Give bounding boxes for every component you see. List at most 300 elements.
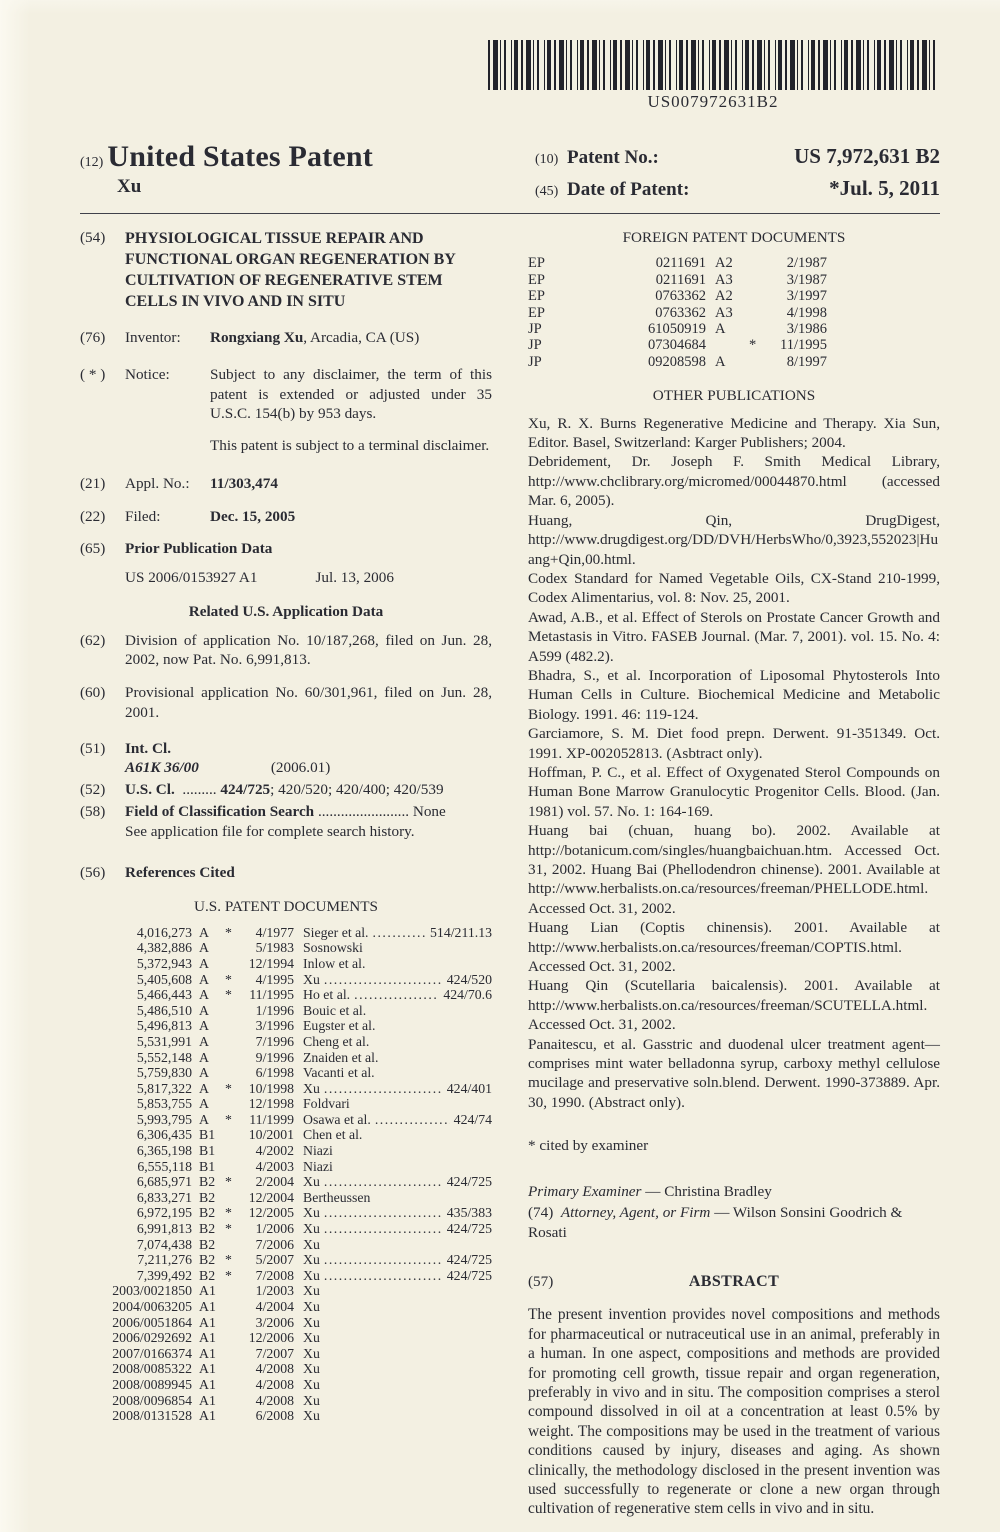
us-patent-row [92,1003,492,1019]
patent-date-cell: 4/2008 [255,1392,294,1408]
patent-number-cell: 7,211,276 [137,1252,192,1268]
patent-number-cell: 5,817,322 [136,1080,192,1096]
patentee-name-cell: Inlow et al. [303,955,366,971]
publication-item: Codex Standard for Named Vegetable Oils, CX-Stand 210-1999, Codex Alimentarius, vol. 8: Nov. 25, 2001. [528,569,940,607]
int-cl-section [80,739,492,759]
classification-cell: 424/725 [446,1267,492,1283]
references-cited-header: References Cited [125,864,235,882]
classification-cell: 435/383 [446,1205,492,1221]
kind-code-cell: A [199,940,209,956]
kind-code-cell: A [199,1111,209,1127]
us-patent-row [92,1127,492,1143]
examiner-cited-star: * [225,987,232,1003]
examiner-cited-star [225,940,238,956]
patent-number-cell: 5,496,813 [136,1018,192,1034]
barcode-image [488,40,936,90]
foreign-cited-star [749,354,763,370]
foreign-number-cell: 0211691 [655,255,706,272]
notice-paragraph-1: Subject to any disclaimer, the term of this patent is extended or adjusted under 35 U.S.C. 154(b) by 953 days. [210,365,492,423]
foreign-date-cell: 3/1986 [786,321,827,338]
kind-code-cell: A [199,1033,209,1049]
us-cl-primary-class: 424/725 [220,781,271,798]
foreign-date-cell: 3/1997 [786,288,827,305]
patent-number-cell: 2007/0166374 [112,1345,192,1361]
patent-date-cell: 12/2004 [248,1189,294,1205]
patentee-name-cell: Xu [303,1267,320,1283]
patent-date-cell: 10/2001 [248,1127,294,1143]
examiner-cited-star [225,956,238,972]
kind-code-cell: A [199,1080,209,1096]
examiner-cited-star [225,1237,238,1253]
kind-code-cell: A1 [199,1283,216,1299]
foreign-number-cell: 0763362 [655,304,706,321]
patent-date-cell: 9/1996 [255,1049,294,1065]
patent-number-cell: 2006/0051864 [112,1314,192,1330]
patentee-name-cell: Chen et al. [303,1127,363,1143]
dot-leader [324,972,443,988]
primary-examiner-label: Primary Examiner [528,1182,642,1200]
examiner-block [528,1182,940,1242]
patent-date-cell: 4/2004 [255,1299,294,1314]
kind-code-cell: A1 [199,1314,216,1330]
kind-code-cell: A [199,1065,209,1081]
patent-number-cell: 7,074,438 [136,1236,192,1252]
patent-number-cell: 5,486,510 [136,1002,192,1018]
us-patent-row [92,972,492,988]
kind-code-cell: A1 [199,1392,216,1408]
classification-cell: 424/725 [446,1174,492,1190]
patentee-name-cell: Xu [303,1376,320,1392]
primary-examiner-line [528,1182,940,1201]
kind-code-cell: A [199,1096,209,1112]
patent-date-cell: 11/1999 [249,1111,294,1127]
foreign-document-row [528,337,940,353]
foreign-number-cell: 61050919 [648,321,706,338]
related-application-header: Related U.S. Application Data [188,602,384,620]
filed-label: Filed: [125,507,161,525]
patent-date-cell: 3/2006 [255,1314,294,1330]
patentee-name-cell: Xu [303,1408,320,1424]
united-states-patent-title: United States Patent [107,140,373,173]
publication-item: Huang, Qin, DrugDigest, http://www.drugdigest.org/DD/DVH/HerbsWho/0,3923,552023|Huang+Qin,00.html. [528,511,940,568]
code-65: (65) [80,540,106,558]
examiner-cited-star [225,1159,238,1175]
code-56: (56) [80,864,106,882]
us-patent-row [92,925,492,941]
code-76: (76) [80,329,106,346]
publication-item: Huang Qin (Scutellaria baicalensis). 2001. Available at http://www.herbalists.on.ca/resources/freeman/SCUTELLA.html. Accessed Oct. 31, 2002. [528,977,940,1034]
date-of-patent-label: Date of Patent: [567,179,690,200]
attorney-label: Attorney, Agent, or Firm [560,1204,711,1222]
foreign-date-cell: 4/1998 [786,304,827,321]
patent-date-cell: 11/1995 [249,987,294,1003]
us-patent-row [92,1237,492,1253]
classification-cell: 424/401 [446,1080,492,1096]
division-section [80,631,492,671]
us-patent-row [92,1346,492,1362]
kind-code-cell: A1 [199,1361,216,1377]
classification-cell: 424/725 [446,1221,492,1237]
patent-number-cell: 5,372,943 [136,955,192,971]
us-patent-row [92,1205,492,1221]
us-patent-row [92,1393,492,1409]
foreign-document-row [528,321,940,337]
patent-date-cell: 7/2006 [255,1236,294,1252]
classification-cell: 514/211.13 [430,924,492,940]
classification-cell: 424/74 [453,1111,492,1127]
foreign-number-cell: 0211691 [655,271,706,288]
appl-no-value: 11/303,474 [210,474,278,492]
appl-no-section [80,474,492,494]
code-star: ( * ) [80,365,106,383]
invention-title-line: FUNCTIONAL ORGAN REGENERATION BY [125,251,456,268]
patent-number-cell: 5,405,608 [136,971,192,987]
examiner-cited-star: * [225,1174,232,1190]
kind-code-cell: A [199,1018,209,1034]
code-10: (10) [535,152,559,167]
examiner-cited-star: * [225,1111,232,1127]
code-60: (60) [80,684,106,701]
patentee-name-cell: Xu [303,971,320,987]
field-search-value: None [412,802,446,820]
us-patent-row [92,1268,492,1284]
invention-title-line: CULTIVATION OF REGENERATIVE STEM [125,272,443,289]
inventor-location: , Arcadia, CA (US) [303,329,420,346]
foreign-kind-cell: A3 [715,304,733,321]
examiner-cited-star [225,1050,238,1066]
publication-item: Hoffman, P. C., et al. Effect of Oxygenated Sterol Compounds on Human Bone Marrow Granulocytic Progenitor Cells. Blood. (Jan. 1981) vol. 57. No. 1: 164-169. [528,763,940,820]
kind-code-cell: A1 [199,1299,216,1314]
invention-title-line: CELLS IN VIVO AND IN SITU [125,293,346,310]
examiner-cited-star [225,1377,238,1393]
patent-number-cell: 6,972,195 [136,1205,192,1221]
patent-no-label: Patent No.: [567,147,659,168]
field-search-dots: ........................ [317,802,410,820]
provisional-section [80,683,492,723]
foreign-kind-cell: A [715,321,726,338]
code-54: (54) [80,229,106,246]
cited-by-examiner-note: * cited by examiner [528,1137,649,1155]
kind-code-cell: B1 [199,1127,216,1143]
patent-date-cell: 4/2008 [255,1376,294,1392]
foreign-kind-cell: A3 [715,271,733,288]
patentee-name-cell: Sieger et al. [303,924,369,940]
patentee-name-cell: Cheng et al. [303,1033,370,1049]
publication-item: Panaitescu, et al. Gasstric and duodenal ulcer treatment agent—comprises mint water belladonna syrup, carboxy methyl cellulose mucilage and preservative soln.blend. Derwent. 1990-373889. Apr. 30, 1990. (Abstract only). [528,1035,940,1111]
header-right [535,140,940,208]
foreign-cited-star: * [749,337,757,354]
us-patent-row [92,1330,492,1346]
invention-title-line: PHYSIOLOGICAL TISSUE REPAIR AND [125,230,424,247]
us-patent-row [92,1034,492,1050]
dot-leader [324,1205,443,1221]
us-patent-row [92,940,492,956]
us-patent-row [92,987,492,1003]
examiner-cited-star [225,1096,238,1112]
patent-date-cell: 5/1983 [255,940,294,956]
us-patent-row [92,1159,492,1175]
country-code-cell: JP [528,353,542,370]
filed-section [80,507,492,527]
us-patent-row [92,1018,492,1034]
inventor-section [80,328,492,348]
publication-item: Huang Lian (Coptis chinensis). 2001. Available at http://www.herbalists.on.ca/resources/freeman/COPTIS.html. Accessed Oct. 31, 2002. [528,919,940,976]
patent-number-cell: 2008/0085322 [112,1361,192,1377]
patent-date-cell: 4/1995 [255,971,294,987]
patent-number-cell: 4,016,273 [136,924,192,940]
patentee-name-cell: Xu [303,1080,320,1096]
notice-text [210,365,492,456]
patentee-name-cell: Xu [303,1236,320,1252]
patentee-name-cell: Xu [303,1205,320,1221]
examiner-cited-star [225,1361,238,1377]
patentee-name-cell: Vacanti et al. [303,1065,375,1081]
us-cl-section [80,780,492,800]
patent-number-cell: 6,833,271 [136,1189,192,1205]
dot-leader [375,1112,450,1128]
patentee-name-cell: Eugster et al. [303,1018,376,1034]
kind-code-cell: A1 [199,1345,216,1361]
examiner-cited-star [225,1065,238,1081]
header-left [80,140,373,208]
code-22: (22) [80,507,106,525]
us-cl-line [125,780,492,800]
examiner-cited-star: * [225,1252,232,1268]
code-52: (52) [80,781,106,798]
patent-number-cell: 5,466,443 [136,987,192,1003]
field-search-section [80,802,492,842]
examiner-cited-star [225,1003,238,1019]
int-cl-label: Int. Cl. [125,739,171,757]
us-patent-row [92,956,492,972]
code-21: (21) [80,474,106,492]
dot-leader [373,925,427,941]
examiner-cited-star [225,1299,238,1315]
examiner-cited-star [225,1283,238,1299]
patentee-name-cell: Xu [303,1283,320,1299]
patentee-name-cell: Xu [303,1361,320,1377]
patentee-name-cell: Bertheussen [303,1189,371,1205]
patent-date-cell: 12/2006 [248,1330,294,1346]
foreign-cited-star [749,272,763,288]
patentee-name-cell: Xu [303,1345,320,1361]
patentee-name-cell: Znaiden et al. [303,1049,379,1065]
publication-date: Jul. 13, 2006 [315,569,394,586]
patent-date-cell: 7/2008 [255,1267,294,1283]
dot-leader [324,1252,443,1268]
examiner-cited-star [225,1346,238,1362]
publication-item: Xu, R. X. Burns Regenerative Medicine and Therapy. Xia Sun, Editor. Basel, Switzerland: Karger Publishers; 2004. [528,414,940,452]
inventor-label: Inventor: [125,329,181,346]
kind-code-cell: A [199,1002,209,1018]
publication-item: Debridement, Dr. Joseph F. Smith Medical Library, http://www.chclibrary.org/micromed/00044870.html (accessed Mar. 6, 2005). [528,453,940,510]
kind-code-cell: B2 [199,1189,216,1205]
kind-code-cell: A1 [199,1330,216,1346]
provisional-text: Provisional application No. 60/301,961, filed on Jun. 28, 2001. [125,684,492,721]
dot-leader [324,1268,443,1284]
code-45: (45) [535,184,559,199]
patent-date-cell: 4/2008 [255,1361,294,1377]
patentee-name-cell: Xu [303,1392,320,1408]
kind-code-cell: B2 [199,1205,216,1221]
country-code-cell: JP [528,337,542,354]
foreign-document-row [528,255,940,271]
patent-number-row [535,144,940,169]
date-of-patent-value: *Jul. 5, 2011 [829,176,940,200]
us-patent-row [92,1190,492,1206]
us-patent-row [92,1408,492,1424]
us-patent-documents-table [92,925,492,1424]
patent-date-cell: 1/2006 [255,1221,294,1237]
us-patent-row [92,1096,492,1112]
examiner-cited-star [225,1143,238,1159]
field-search-line1 [125,802,492,822]
code-74: (74) [528,1204,554,1222]
country-code-cell: EP [528,271,545,288]
us-cl-label: U.S. Cl. [125,781,175,798]
patent-number-cell: 5,759,830 [136,1065,192,1081]
dot-leader [324,1221,443,1237]
us-cl-dots: ......... [182,781,217,798]
inventor-surname: Xu [117,176,142,197]
publication-item: Bhadra, S., et al. Incorporation of Liposomal Phytosterols Into Human Cells in Culture. Biochemical Medicine and Metabolic Biology. 1991. 46: 119-124. [528,666,940,723]
left-column [80,228,492,1532]
dot-leader [354,987,439,1003]
patent-number-cell: 2008/0096854 [112,1392,192,1408]
attorney-name: Wilson Sonsini Goodrich & Rosati [528,1204,903,1241]
kind-code-cell: B1 [199,1158,216,1174]
kind-code-cell: B2 [199,1236,216,1252]
examiner-cited-star [225,1127,238,1143]
examiner-cited-star [225,1018,238,1034]
code-51: (51) [80,739,106,757]
attorney-line [528,1203,940,1242]
foreign-document-row [528,305,940,321]
patentee-name-cell: Niazi [303,1158,333,1174]
dot-leader [324,1081,443,1097]
other-publications-list [528,414,940,1113]
classification-cell: 424/70.6 [443,987,492,1003]
publication-number: US 2006/0153927 A1 [125,569,258,586]
prior-publication-section [80,539,492,559]
country-code-cell: EP [528,255,545,272]
publication-item: Garciamore, S. M. Diet food prepn. Derwent. 91-351349. Oct. 1991. XP-002052813. (Asbtract only). [528,725,940,762]
us-patent-row [92,1315,492,1331]
field-search-line2: See application file for complete search history. [125,822,415,840]
us-patent-row [92,1221,492,1237]
foreign-document-row [528,288,940,304]
int-cl-class-row [80,758,492,778]
header-divider [80,213,940,214]
field-search-body [125,802,492,842]
code-57: (57) [528,1272,554,1290]
examiner-cited-star: * [225,1205,232,1221]
foreign-documents-header: FOREIGN PATENT DOCUMENTS [622,229,846,246]
examiner-cited-star [225,1393,238,1409]
patent-date-cell: 12/1994 [248,955,294,971]
examiner-cited-star [225,1408,238,1424]
examiner-cited-star: * [225,1221,232,1237]
notice-paragraph-2: This patent is subject to a terminal disclaimer. [210,437,490,454]
patent-number-cell: 2004/0063205 [112,1299,192,1314]
int-cl-version: (2006.01) [270,759,331,777]
kind-code-cell: A1 [199,1408,216,1424]
us-patent-row [92,1252,492,1268]
examiner-cited-star: * [225,924,232,940]
patentee-name-cell: Foldvari [303,1096,350,1112]
us-cl-other-classes: ; 420/520; 420/400; 420/539 [270,781,444,798]
patent-date-cell: 3/1996 [255,1018,294,1034]
patentee-name-cell: Osawa et al. [303,1111,371,1127]
patent-number-cell: 5,853,755 [136,1096,192,1112]
country-code-cell: EP [528,304,545,321]
patent-date-cell: 1/1996 [255,1002,294,1018]
patent-number-cell: 4,382,886 [136,940,192,956]
examiner-cited-star [225,1190,238,1206]
patent-date-row [535,176,940,201]
dash-glyph: — [645,1182,661,1200]
patent-date-cell: 2/2004 [255,1174,294,1190]
us-patent-row [92,1377,492,1393]
patent-no-value: US 7,972,631 B2 [794,144,940,168]
patent-number-cell: 5,993,795 [136,1111,192,1127]
prior-publication-row [80,568,492,588]
kind-code-cell: B1 [199,1143,216,1159]
country-code-cell: EP [528,288,545,305]
kind-code-cell: A [199,955,209,971]
patent-date-cell: 6/1998 [255,1065,294,1081]
notice-section [80,365,492,456]
patentee-name-cell: Ho et al. [303,987,351,1003]
primary-examiner-name: Christina Bradley [664,1182,772,1200]
foreign-cited-star [749,288,763,304]
publication-item: Huang bai (chuan, huang bo). 2002. Available at http://botanicum.com/singles/huangbaichuan.htm. Accessed Oct. 31, 2002. Huang Bai (Phellodendron chinense). 2001. Available at http://www.herbalists.on.ca/resources/freeman/PHELLODE.html. Accessed Oct. 31, 2002. [528,822,940,917]
patent-date-cell: 12/2005 [248,1205,294,1221]
kind-code-cell: A [199,1049,209,1065]
dash-glyph: — [714,1204,730,1222]
patentee-name-cell: Xu [303,1314,320,1330]
right-column [528,228,940,1532]
foreign-number-cell: 09208598 [648,353,706,370]
patent-number-cell: 6,991,813 [136,1221,192,1237]
foreign-kind-cell: A2 [715,288,733,305]
patent-date-cell: 4/2003 [255,1158,294,1174]
abstract-text: The present invention provides novel compositions and methods for pharmaceutical or nutraceutical use in an animal, preferably in a human. In one aspect, compositions and methods are provided for promoting cell growth, tissue repair and organ regeneration, preferably in vivo and in situ. The composition comprises a sterol compound dissolved in oil at a concentration at least 0.5% by weight. The compositions may be used in the treatment of various conditions caused by injury, diseases and aging. As shown clinically, the methodology disclosed in the present invention was used successfully to regenerate or clone a new organ through cultivation of regenerative stem cells in vivo and in situ. [528,1306,940,1518]
kind-code-cell: B2 [199,1267,216,1283]
notice-label: Notice: [125,365,170,383]
field-search-label: Field of Classification Search [125,802,315,820]
foreign-kind-cell [706,337,749,353]
patent-date-cell: 12/1998 [248,1096,294,1112]
code-62: (62) [80,631,106,649]
patent-number-cell: 5,552,148 [136,1049,192,1065]
two-column-body [80,228,940,1532]
patent-number-cell: 2006/0292692 [112,1330,192,1346]
foreign-documents-table [528,255,940,370]
int-cl-class-code: A61K 36/00 [125,759,199,777]
patent-date-cell: 5/2007 [255,1252,294,1268]
us-patent-row [92,1081,492,1097]
patentee-name-cell: Xu [303,1299,320,1314]
patentee-name-cell: Xu [303,1330,320,1346]
us-patent-documents-header: U.S. PATENT DOCUMENTS [194,898,378,915]
foreign-number-cell: 07304684 [648,337,706,354]
abstract-header-row [528,1272,940,1291]
patent-number-cell: 2003/0021850 [112,1283,192,1299]
kind-code-cell: B2 [199,1252,216,1268]
patent-date-cell: 7/2007 [255,1345,294,1361]
foreign-date-cell: 3/1987 [786,271,827,288]
